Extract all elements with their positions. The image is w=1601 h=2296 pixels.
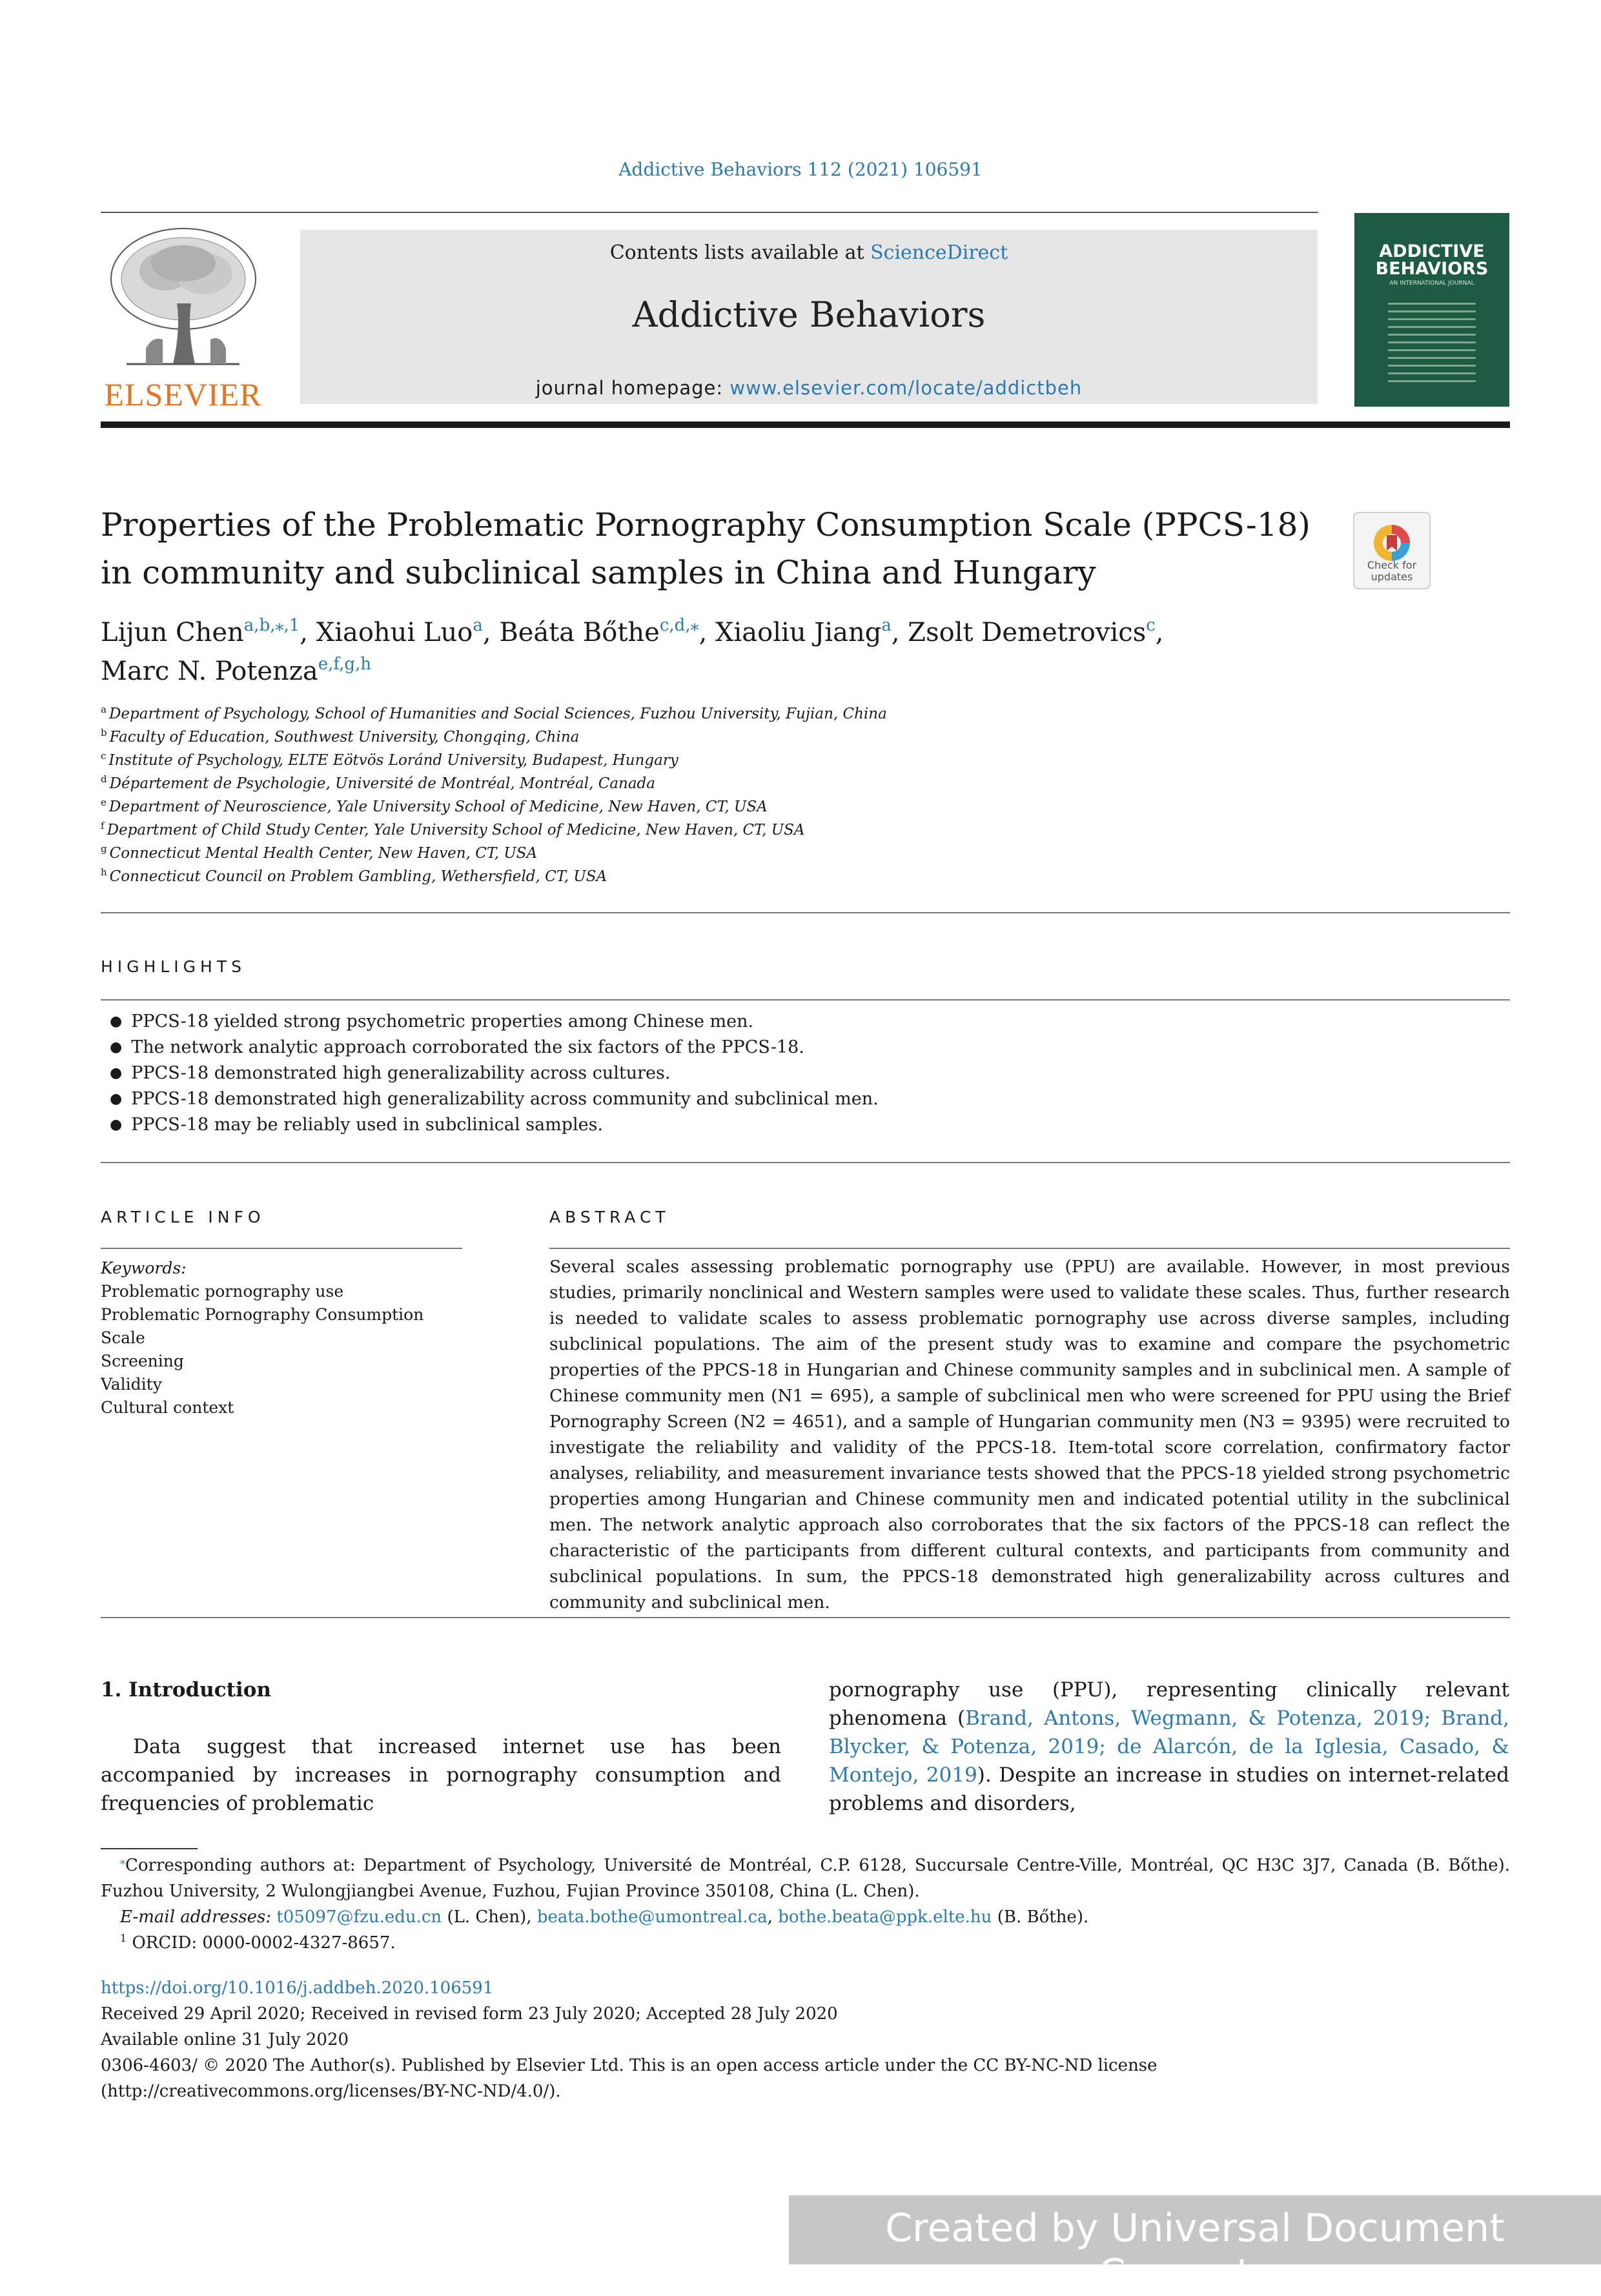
affiliation-text: Department of Neuroscience, Yale University School of Medicine, New Haven, CT, USA (108, 798, 768, 815)
journal-citation-link[interactable]: Addictive Behaviors 112 (2021) 106591 (618, 159, 983, 180)
publication-info (101, 1975, 1510, 2104)
homepage-prefix: journal homepage: (535, 377, 730, 399)
contents-line (300, 241, 1318, 264)
affiliations-bottom-rule (101, 912, 1510, 913)
abstract-text: Several scales assessing problematic pornography use (PPU) are available. However, in most previous studies, primarily nonclinical and Western samples were used to validate these scales. Thus, further research is needed to validate scales to assess problematic pornography use across diverse samples, including subclinical populations. The aim of the present study was to examine and compare the psychometric properties of the PPCS-18 in Hungarian and Chinese community samples and in subclinical men. A sample of Chinese community men (N1 = 695), a sample of subclinical men who were screened for PPU using the Brief Pornography Screen (N2 = 4651), and a sample of Hungarian community men (N3 = 9395) were recruited to investigate the reliability and validity of the PPCS-18. Item-total score correlation, confirmatory factor analyses, reliability, and measurement invariance tests showed that the PPCS-18 yielded strong psychometric properties among Hungarian and Chinese community men and indicated potential utility in the subclinical men. The network analytic approach also corroborates that the six factors of the PPCS-18 can reflect the characteristic of the participants from different cultural contexts, and participants from community and subclinical populations. In sum, the PPCS-18 demonstrated high generalizability across cultures and community and subclinical men. (549, 1257, 1510, 1612)
affiliation-item (101, 772, 1263, 795)
journal-title: Addictive Behaviors (632, 294, 986, 335)
author-name[interactable]: Beáta Bőthe (499, 618, 660, 647)
license-line: 0306-4603/ © 2020 The Author(s). Published by Elsevier Ltd. This is an open access article under the CC BY-NC-ND license (101, 2056, 1157, 2075)
highlight-item: ● PPCS-18 may be reliably used in subclinical samples. (110, 1112, 1401, 1138)
affiliation-item (101, 818, 1263, 842)
affiliation-key: g (101, 843, 107, 855)
affiliation-item (101, 795, 1263, 818)
affiliation-key: h (101, 866, 107, 878)
author-name[interactable]: Zsolt Demetrovics (908, 618, 1147, 647)
received-dates: Received 29 April 2020; Received in revised form 23 July 2020; Accepted 28 July 2020 (101, 2004, 838, 2024)
email-separator: , (767, 1907, 779, 1927)
author-affiliation-marks[interactable]: c,d,⁎ (659, 616, 699, 635)
author-name[interactable]: Xiaohui Luo (316, 618, 473, 647)
cover-title-line1: ADDICTIVE (1379, 241, 1485, 261)
crossmark-label-line1: Check for (1367, 559, 1417, 571)
body-paragraph: Data suggest that increased internet use has been accompanied by increases in pornography consumption and frequencies of problematic (101, 1735, 781, 1815)
author-affiliation-marks[interactable]: a (881, 616, 892, 635)
keyword-item: Screening (101, 1352, 184, 1370)
keyword-item: Cultural context (101, 1398, 234, 1417)
author-affiliation-marks[interactable]: a (473, 616, 483, 635)
cover-text-lines (1388, 297, 1476, 388)
author-affiliation-marks[interactable]: a,b,⁎,1 (243, 616, 300, 635)
author-affiliation-marks[interactable]: e,f,g,h (318, 655, 371, 674)
email-label: E-mail addresses: (120, 1907, 272, 1927)
highlights-top-rule (101, 999, 1510, 1001)
corresponding-mark: ⁎ (120, 1854, 125, 1867)
affiliation-text: Faculty of Education, Southwest University, Chongqing, China (109, 729, 580, 746)
body-paragraph-end: ). Despite an increase in studies on internet-related problems and disorders, (829, 1763, 1509, 1815)
converter-watermark (789, 2195, 1601, 2296)
highlight-item: ● The network analytic approach corroborated the six factors of the PPCS-18. (110, 1035, 1401, 1061)
author-separator: , (300, 618, 316, 647)
affiliation-text: Institute of Psychology, ELTE Eötvös Loránd University, Budapest, Hungary (108, 752, 678, 769)
author-list (101, 613, 1456, 691)
crossmark-label-line2: updates (1371, 571, 1413, 583)
affiliation-item (101, 749, 1263, 772)
journal-banner (300, 230, 1318, 404)
email-link[interactable]: t05097@fzu.edu.cn (276, 1907, 442, 1927)
elsevier-logo[interactable] (101, 226, 265, 410)
corresponding-author-note (101, 1853, 1510, 1904)
affiliation-text: Connecticut Council on Problem Gambling, Wethersfield, CT, USA (109, 868, 607, 885)
footnotes (101, 1853, 1510, 1956)
article-info-rule (101, 1248, 462, 1249)
footnote-rule (101, 1848, 198, 1849)
affiliation-item (101, 702, 1263, 726)
affiliation-key: a (101, 704, 107, 715)
contents-prefix: Contents lists available at (609, 241, 871, 264)
keywords-block (101, 1257, 462, 1419)
body-paragraph-start: pornography use (PPU), representing clinically relevant phenomena ( (829, 1678, 1509, 1730)
cover-title (1354, 243, 1509, 278)
journal-cover-thumbnail[interactable] (1354, 213, 1509, 407)
abstract-rule (549, 1248, 1510, 1249)
watermark-text: Created by Universal Document Converter (885, 2206, 1505, 2296)
affiliation-list (101, 702, 1263, 888)
affiliation-text: Département de Psychologie, Université de Montréal, Montréal, Canada (109, 775, 655, 792)
cover-subtitle: AN INTERNATIONAL JOURNAL (1389, 280, 1474, 287)
abstract-heading: ABSTRACT (549, 1208, 670, 1226)
email-note (101, 1904, 1510, 1930)
author-separator: , (699, 618, 716, 647)
affiliation-key: c (101, 750, 107, 762)
affiliation-key: d (101, 773, 107, 785)
elsevier-tree-icon (101, 226, 265, 376)
email-owner: (B. Bőthe). (992, 1907, 1089, 1927)
affiliation-text: Department of Child Study Center, Yale University School of Medicine, New Haven, CT, USA (107, 822, 805, 838)
highlights-heading: HIGHLIGHTS (101, 957, 246, 976)
crossmark-icon (1371, 522, 1412, 564)
author-separator: , (891, 618, 908, 647)
body-left-column (101, 1676, 781, 1818)
keywords-label: Keywords: (101, 1259, 187, 1277)
author-name[interactable]: Marc N. Potenza (101, 656, 318, 686)
check-for-updates-button[interactable] (1353, 512, 1431, 589)
highlights-bottom-rule (101, 1162, 1510, 1163)
affiliation-text: Connecticut Mental Health Center, New Haven, CT, USA (109, 845, 538, 862)
highlight-item: ● PPCS-18 yielded strong psychometric properties among Chinese men. (110, 1009, 1401, 1035)
affiliation-key: f (101, 820, 105, 831)
affiliation-item (101, 865, 1263, 888)
corresponding-text: Corresponding authors at: Department of Psychology, Université de Montréal, C.P. 6128, Succursale Centre-Ville, Montréal, QC H3C 3J7, Canada (B. Bőthe). Fuzhou University, 2 Wulongjiangbei Avenue, Fuzhou, Fujian Province 350108, China (L. Chen). (101, 1856, 1510, 1901)
affiliation-key: e (101, 797, 107, 808)
orcid-note (101, 1930, 1510, 1956)
crossmark-label (1354, 560, 1429, 583)
author-separator: , (482, 618, 500, 647)
body-right-column (829, 1676, 1509, 1818)
highlights-list (110, 1009, 1401, 1138)
author-separator: , (1155, 618, 1164, 647)
keyword-item: Problematic pornography use (101, 1282, 344, 1301)
available-online: Available online 31 July 2020 (101, 2030, 349, 2049)
sciencedirect-link[interactable]: ScienceDirect (870, 241, 1008, 264)
email-owner: (L. Chen), (442, 1907, 537, 1927)
citation-links[interactable]: Brand, Antons, Wegmann, & Potenza, 2019; Brand, Blycker, & Potenza, 2019; de Alarcón, de la Iglesia, Casado, & Montejo, 2019 (829, 1707, 1510, 1787)
orcid-text: ORCID: 0000-0002-4327-8657. (127, 1933, 396, 1953)
keyword-item: Validity (101, 1375, 162, 1394)
highlight-item: ● PPCS-18 demonstrated high generalizability across cultures. (110, 1061, 1401, 1086)
keyword-item: Problematic Pornography Consumption Scale (101, 1305, 424, 1347)
homepage-line (300, 377, 1318, 399)
affiliation-item (101, 842, 1263, 865)
section-heading: 1. Introduction (101, 1678, 271, 1702)
cover-title-line2: BEHAVIORS (1375, 259, 1489, 279)
article-title: Properties of the Problematic Pornography Consumption Scale (PPCS-18) in community and subclinical samples in China and Hungary (101, 506, 1310, 591)
license-url: (http://creativecommons.org/licenses/BY-NC-ND/4.0/). (101, 2082, 561, 2101)
article-info-heading: ARTICLE INFO (101, 1208, 265, 1226)
author-affiliation-marks[interactable]: c (1146, 616, 1156, 635)
journal-homepage-link[interactable]: www.elsevier.com/locate/addictbeh (729, 377, 1083, 399)
highlight-item: ● PPCS-18 demonstrated high generalizability across community and subclinical men. (110, 1086, 1401, 1112)
header-thick-rule (101, 422, 1510, 428)
affiliation-key: b (101, 727, 107, 738)
author-name[interactable]: Lijun Chen (101, 618, 244, 647)
affiliation-item (101, 726, 1263, 749)
elsevier-wordmark: ELSEVIER (104, 376, 262, 412)
abstract-bottom-rule (101, 1617, 1510, 1618)
doi-link[interactable]: https://doi.org/10.1016/j.addbeh.2020.106591 (101, 1978, 494, 1998)
email-link[interactable]: beata.bothe@umontreal.ca (536, 1907, 768, 1927)
author-name[interactable]: Xiaoliu Jiang (715, 618, 882, 647)
header-top-rule (101, 212, 1318, 213)
affiliation-text: Department of Psychology, School of Humanities and Social Sciences, Fuzhou University, Fujian, China (108, 706, 887, 722)
email-link[interactable]: bothe.beata@ppk.elte.hu (778, 1907, 992, 1927)
orcid-mark: 1 (120, 1932, 127, 1944)
